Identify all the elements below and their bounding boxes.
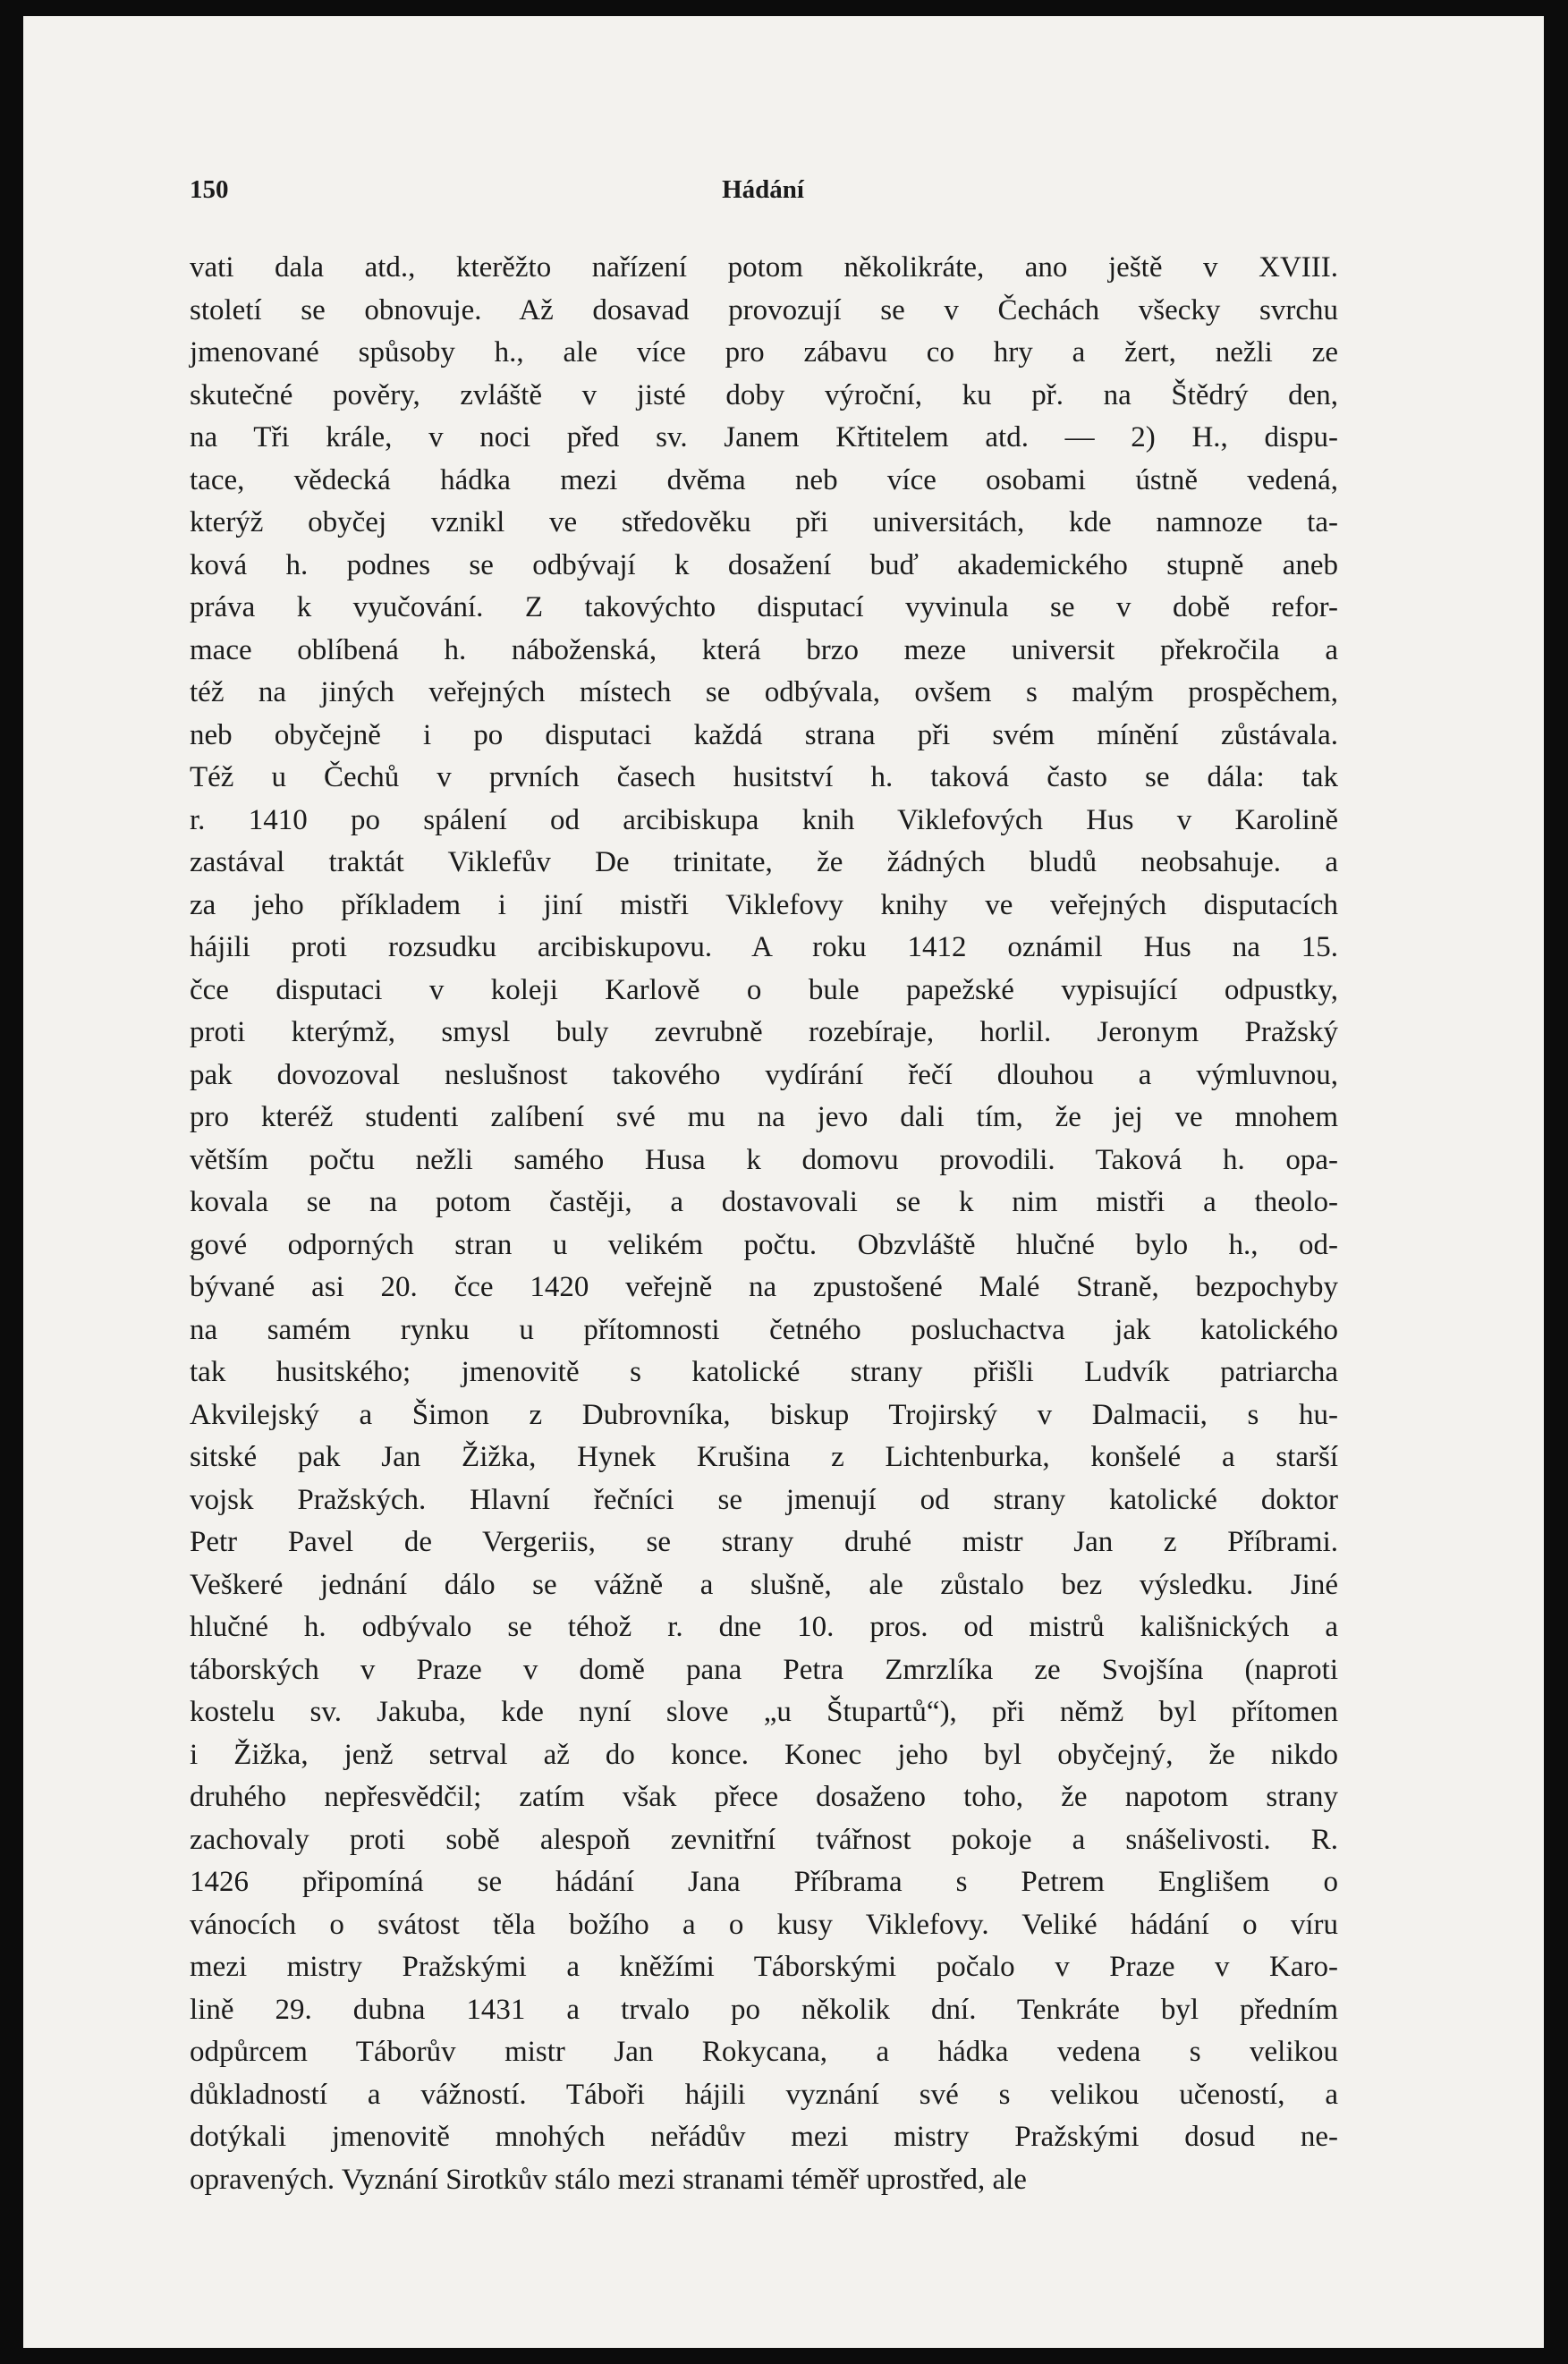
text-line: vojsk Pražských. Hlavní řečníci se jmenují od strany katolické doktor — [190, 1483, 1338, 1516]
body-text — [190, 247, 1338, 2201]
text-line: vánocích o svátost těla božího a o kusy Viklefovy. Veliké hádání o víru — [190, 1908, 1338, 1941]
text-line: bývané asi 20. čce 1420 veřejně na zpustošené Malé Straně, bezpochyby — [190, 1271, 1338, 1303]
text-line: čce disputaci v koleji Karlově o bule papežské vypisující odpustky, — [190, 973, 1338, 1006]
book-page — [23, 16, 1544, 2348]
text-line: tace, vědecká hádka mezi dvěma neb více osobami ústně vedená, — [190, 463, 1338, 496]
text-line: mezi mistry Pražskými a kněžími Táborskými počalo v Praze v Karo- — [190, 1951, 1338, 1983]
text-line: táborských v Praze v domě pana Petra Zmrzlíka ze Svojšína (naproti — [190, 1653, 1338, 1686]
text-line: důkladností a vážností. Táboři hájili vyznání své s velikou učeností, a — [190, 2078, 1338, 2111]
text-line: též na jiných veřejných místech se odbývala, ovšem s malým prospěchem, — [190, 676, 1338, 708]
text-line: Petr Pavel de Vergeriis, se strany druhé mistr Jan z Příbrami. — [190, 1526, 1338, 1558]
text-line: hlučné h. odbývalo se téhož r. dne 10. pros. od mistrů kališnických a — [190, 1611, 1338, 1643]
text-line: za jeho příkladem i jiní mistři Viklefovy knihy ve veřejných disputacích — [190, 888, 1338, 921]
text-line: mace oblíbená h. náboženská, která brzo meze universit překročila a — [190, 633, 1338, 666]
text-line: 1426 připomíná se hádání Jana Příbrama s Petrem Englišem o — [190, 1866, 1338, 1898]
text-line: století se obnovuje. Až dosavad provozují se v Čechách všecky svrchu — [190, 293, 1338, 326]
text-line: odpůrcem Táborův mistr Jan Rokycana, a hádka vedena s velikou — [190, 2036, 1338, 2068]
text-line: pak dovozoval neslušnost takového vydírání řečí dlouhou a výmluvnou, — [190, 1058, 1338, 1091]
text-line: práva k vyučování. Z takovýchto disputací vyvinula se v době refor- — [190, 591, 1338, 623]
text-line: zastával traktát Viklefův De trinitate, že žádných bludů neobsahuje. a — [190, 846, 1338, 878]
text-line: opravených. Vyznání Sirotkův stálo mezi stranami téměř uprostřed, ale — [190, 2163, 1027, 2196]
text-line: na samém rynku u přítomnosti četného posluchactva jak katolického — [190, 1313, 1338, 1346]
text-line: gové odporných stran u velikém počtu. Obzvláště hlučné bylo h., od- — [190, 1228, 1338, 1261]
text-line: Akvilejský a Šimon z Dubrovníka, biskup Trojirský v Dalmacii, s hu- — [190, 1398, 1338, 1431]
text-line: ková h. podnes se odbývají k dosažení buď akademického stupně aneb — [190, 548, 1338, 581]
text-line: zachovaly proti sobě alespoň zevnitřní tvářnost pokoje a snášelivosti. R. — [190, 1823, 1338, 1856]
text-line: r. 1410 po spálení od arcibiskupa knih Viklefových Hus v Karolině — [190, 803, 1338, 836]
text-line: kterýž obyčej vznikl ve středověku při universitách, kde namnoze ta- — [190, 506, 1338, 538]
text-line: hájili proti rozsudku arcibiskupovu. A roku 1412 oznámil Hus na 15. — [190, 931, 1338, 963]
running-head: Hádání — [722, 175, 804, 204]
text-line: lině 29. dubna 1431 a trvalo po několik dní. Tenkráte byl předním — [190, 1993, 1338, 2026]
page-header — [190, 175, 1336, 211]
text-line: kostelu sv. Jakuba, kde nyní slove „u Štupartů“), při němž byl přítomen — [190, 1696, 1338, 1728]
text-line: dotýkali jmenovitě mnohých neřádův mezi mistry Pražskými dosud ne- — [190, 2121, 1338, 2153]
text-line: vati dala atd., kterěžto nařízení potom několikráte, ano ještě v XVIII. — [190, 251, 1338, 284]
text-line: na Tři krále, v noci před sv. Janem Křtitelem atd. — 2) H., dispu- — [190, 421, 1338, 453]
text-line: kovala se na potom častěji, a dostavovali se k nim mistři a theolo- — [190, 1186, 1338, 1218]
text-line: sitské pak Jan Žižka, Hynek Krušina z Lichtenburka, konšelé a starší — [190, 1441, 1338, 1473]
text-line: větším počtu nežli samého Husa k domovu provodili. Taková h. opa- — [190, 1143, 1338, 1176]
text-line: pro kteréž studenti zalíbení své mu na jevo dali tím, že jej ve mnohem — [190, 1101, 1338, 1133]
text-line: jmenované spůsoby h., ale více pro zábavu co hry a žert, nežli ze — [190, 336, 1338, 369]
text-line: tak husitského; jmenovitě s katolické strany přišli Ludvík patriarcha — [190, 1356, 1338, 1388]
text-line: Též u Čechů v prvních časech husitství h. taková často se dála: tak — [190, 761, 1338, 793]
text-line: i Žižka, jenž setrval až do konce. Konec jeho byl obyčejný, že nikdo — [190, 1738, 1338, 1771]
text-line: neb obyčejně i po disputaci každá strana při svém mínění zůstávala. — [190, 718, 1338, 751]
text-line: druhého nepřesvědčil; zatím však přece dosaženo toho, že napotom strany — [190, 1781, 1338, 1813]
text-line: proti kterýmž, smysl buly zevrubně rozebíraje, horlil. Jeronym Pražský — [190, 1016, 1338, 1048]
text-line: skutečné pověry, zvláště v jisté doby výroční, ku př. na Štědrý den, — [190, 378, 1338, 411]
text-line: Veškeré jednání dálo se vážně a slušně, ale zůstalo bez výsledku. Jiné — [190, 1568, 1338, 1601]
page-number: 150 — [190, 175, 229, 204]
